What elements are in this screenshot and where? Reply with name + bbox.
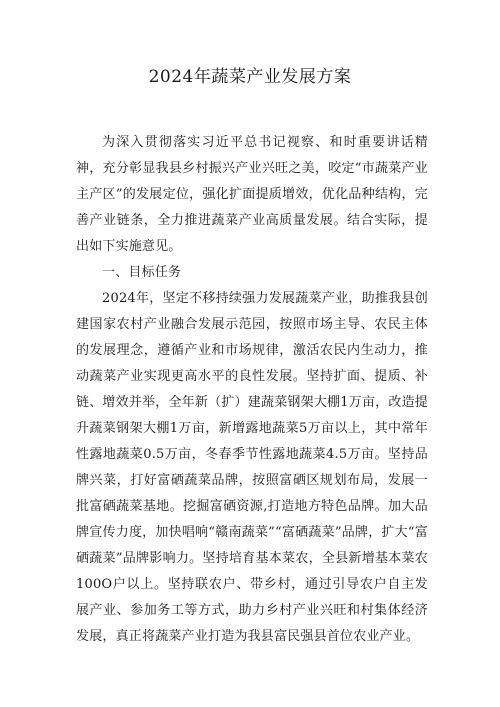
goals-paragraph: 2024年，坚定不移持续强力发展蔬菜产业，助推我县创建国家农村产业融合发展示范园，按照市场主导、农民主体的发展理念，遵循产业和市场规律，激活农民内生动力，推动蔬菜产业实现更高水平的良性发展。坚持扩面、提质、补链、增效并举，全年新（扩）建蔬菜钢架大棚1万亩，改造提升蔬菜钢架大棚1万亩，新增露地蔬菜5万亩以上，其中常年性露地蔬菜0.5万亩，冬春季节性露地蔬菜4.5万亩。坚持品牌兴菜，打好富硒蔬菜品牌，按照富硒区规划布局，发展一批富硒蔬菜基地。挖掘富硒资源,打造地方特色品牌。加大品牌宣传力度，加快唱响“赣南蔬菜”“富硒蔬菜”品牌，扩大“富硒蔬菜”品牌影响力。坚持培育基本菜农，全县新增基本菜农100O户以上。坚持联农户、带乡村，通过引导农户自主发展产业、参加务工等方式，助力乡村产业兴旺和村集体经济发展，真正将蔬菜产业打造为我县富民强县首位农业产业。: [76, 291, 428, 644]
section-heading-goals: 一、目标任务: [102, 265, 182, 280]
intro-paragraph: 为深入贯彻落实习近平总书记视察、和时重要讲话精神，充分彰显我县乡村振兴产业兴旺之美，咬定“市蔬菜产业主产区”的发展定位，强化扩面提质增效，优化品种结构，完善产业链条，全力推进蔬菜产业高质量发展。结合实际，提出如下实施意见。: [76, 135, 428, 254]
document-body: [76, 130, 428, 650]
document-title: 2024年蔬菜产业发展方案: [148, 67, 352, 87]
